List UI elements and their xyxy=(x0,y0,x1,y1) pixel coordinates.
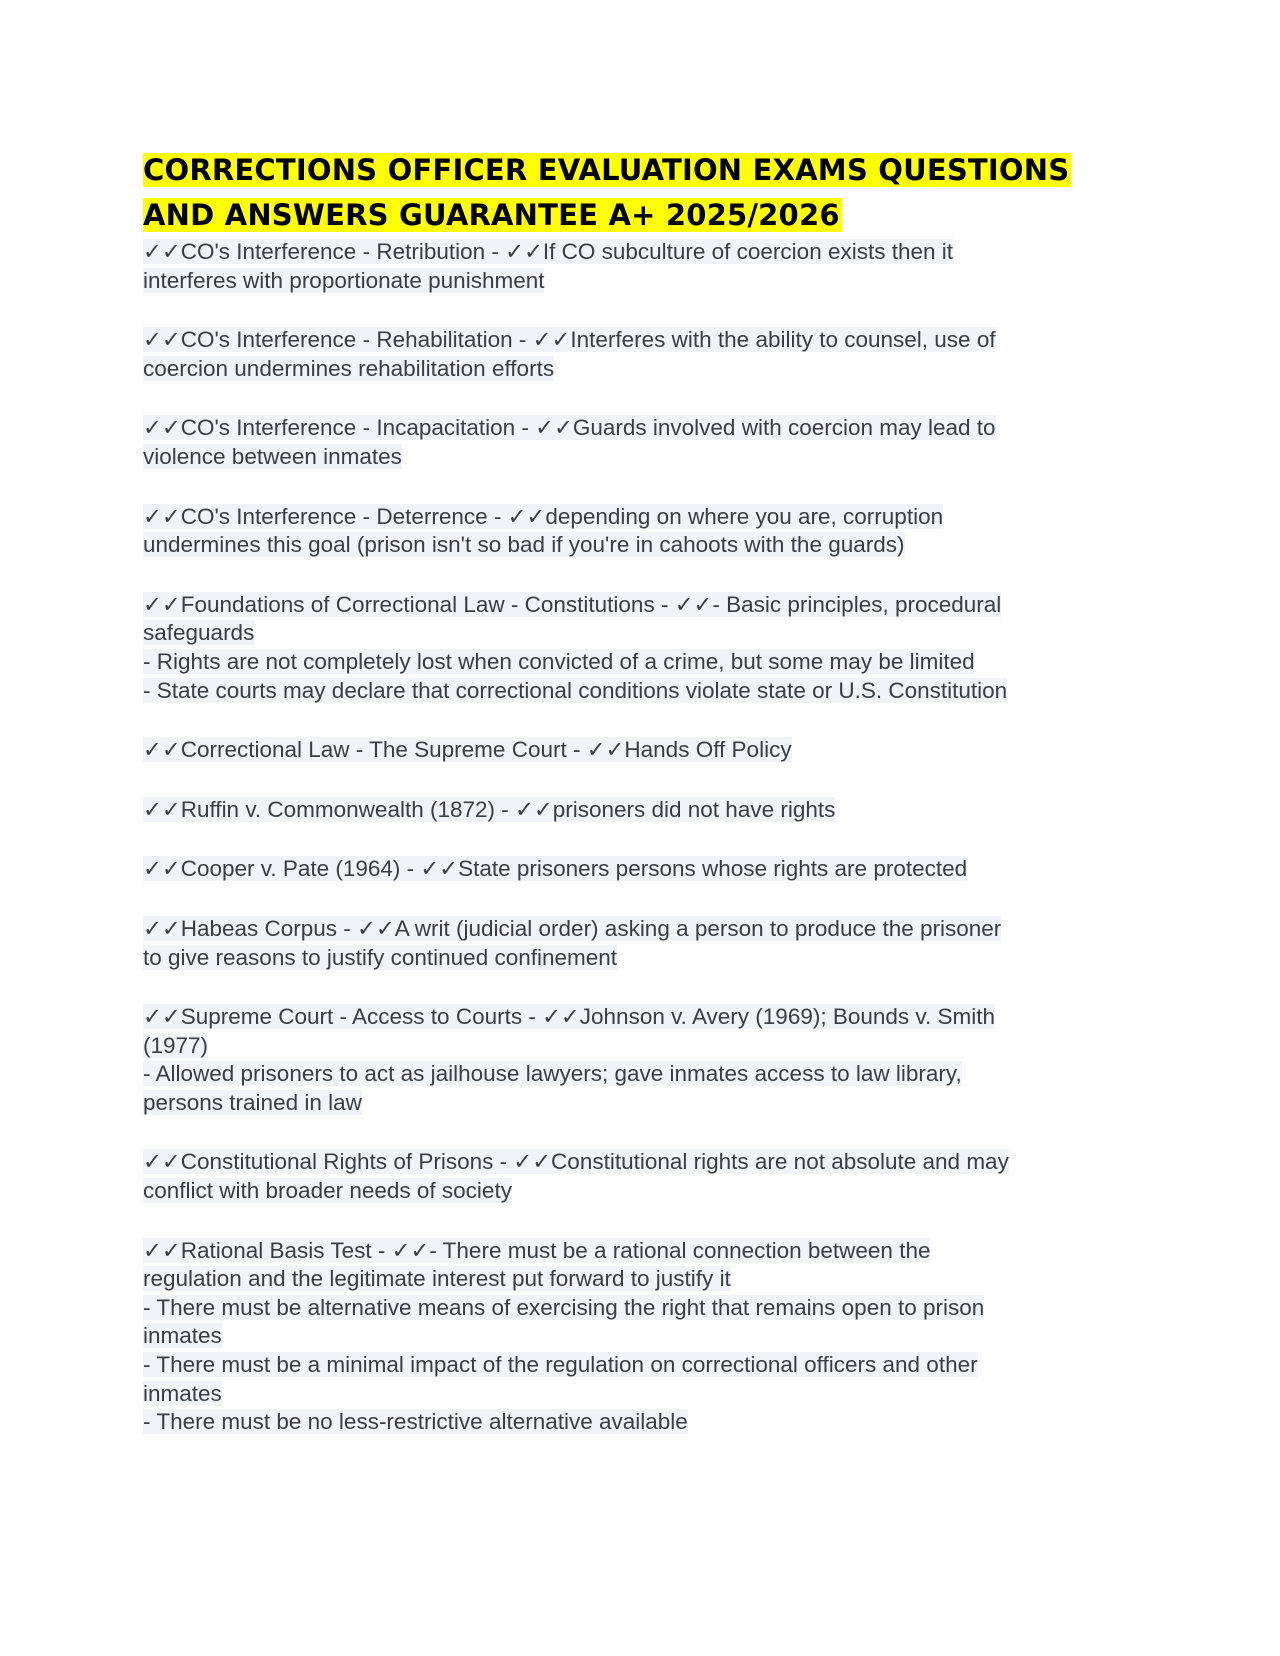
qa-line-text: ✓✓Habeas Corpus - ✓✓A writ (judicial order) asking a person to produce the prisoner xyxy=(143,915,1002,941)
qa-item xyxy=(143,796,1123,825)
qa-line xyxy=(143,326,1123,355)
qa-line xyxy=(143,1032,1123,1061)
qa-item xyxy=(143,855,1123,884)
qa-line xyxy=(143,414,1123,443)
qa-line-text: ✓✓Cooper v. Pate (1964) - ✓✓State prisoners persons whose rights are protected xyxy=(143,856,968,882)
qa-item xyxy=(143,414,1123,471)
title-line: CORRECTIONS OFFICER EVALUATION EXAMS QUESTIONS xyxy=(143,153,1070,187)
qa-line xyxy=(143,443,1123,472)
qa-line-text: ✓✓Ruffin v. Commonwealth (1872) - ✓✓prisoners did not have rights xyxy=(143,796,836,822)
qa-line xyxy=(143,1380,1123,1409)
qa-line xyxy=(143,1148,1123,1177)
qa-line-text: regulation and the legitimate interest put forward to justify it xyxy=(143,1266,731,1292)
qa-item xyxy=(143,1003,1123,1117)
qa-line-text: inmates xyxy=(143,1323,222,1349)
qa-item xyxy=(143,326,1123,383)
qa-line xyxy=(143,531,1123,560)
qa-line xyxy=(143,1408,1123,1437)
qa-line xyxy=(143,1351,1123,1380)
qa-item xyxy=(143,591,1123,705)
qa-line-text: inmates xyxy=(143,1380,222,1406)
qa-item xyxy=(143,736,1123,765)
qa-line xyxy=(143,677,1123,706)
qa-line-text: ✓✓CO's Interference - Retribution - ✓✓If CO subculture of coercion exists then it xyxy=(143,239,954,264)
qa-line xyxy=(143,238,1123,267)
qa-line xyxy=(143,355,1123,384)
qa-line-text: ✓✓CO's Interference - Deterrence - ✓✓depending on where you are, corruption xyxy=(143,503,944,529)
qa-line-text: coercion undermines rehabilitation efforts xyxy=(143,355,555,381)
qa-line xyxy=(143,796,1123,825)
qa-item xyxy=(143,238,1123,295)
qa-line-text: (1977) xyxy=(143,1032,209,1058)
qa-line-text: ✓✓Rational Basis Test - ✓✓- There must be a rational connection between the xyxy=(143,1237,931,1263)
qa-line xyxy=(143,267,1123,296)
qa-line xyxy=(143,648,1123,677)
qa-line-text: ✓✓Supreme Court - Access to Courts - ✓✓Johnson v. Avery (1969); Bounds v. Smith xyxy=(143,1004,996,1030)
qa-line xyxy=(143,915,1123,944)
qa-line-text: ✓✓CO's Interference - Incapacitation - ✓✓Guards involved with coercion may lead to xyxy=(143,415,996,441)
title-line: AND ANSWERS GUARANTEE A+ 2025/2026 xyxy=(143,198,840,232)
qa-line xyxy=(143,1177,1123,1206)
qa-line xyxy=(143,1060,1123,1089)
qa-line xyxy=(143,1265,1123,1294)
qa-line xyxy=(143,591,1123,620)
qa-line-text: safeguards xyxy=(143,620,255,646)
qa-line xyxy=(143,619,1123,648)
document-page xyxy=(143,148,1123,1468)
qa-line-text: undermines this goal (prison isn't so bad if you're in cahoots with the guards) xyxy=(143,532,905,558)
qa-item xyxy=(143,915,1123,972)
qa-line xyxy=(143,855,1123,884)
qa-line-text: violence between inmates xyxy=(143,443,402,469)
qa-line-text: - There must be alternative means of exercising the right that remains open to prison xyxy=(143,1294,985,1320)
qa-line xyxy=(143,503,1123,532)
qa-line xyxy=(143,1322,1123,1351)
qa-line-text: - There must be a minimal impact of the regulation on correctional officers and other xyxy=(143,1352,978,1378)
qa-line-text: ✓✓CO's Interference - Rehabilitation - ✓✓Interferes with the ability to counsel, use of xyxy=(143,327,996,353)
qa-item xyxy=(143,503,1123,560)
qa-line-text: persons trained in law xyxy=(143,1089,362,1115)
qa-line-text: - Rights are not completely lost when convicted of a crime, but some may be limited xyxy=(143,648,975,674)
document-title xyxy=(143,148,1123,238)
qa-line-text: ✓✓Correctional Law - The Supreme Court - ✓✓Hands Off Policy xyxy=(143,737,792,763)
qa-line xyxy=(143,1003,1123,1032)
qa-line-text: - Allowed prisoners to act as jailhouse lawyers; gave inmates access to law library, xyxy=(143,1061,962,1087)
qa-line-text: - State courts may declare that correctional conditions violate state or U.S. Constitution xyxy=(143,677,1008,703)
qa-line xyxy=(143,1294,1123,1323)
qa-list xyxy=(143,238,1123,1437)
qa-line-text: to give reasons to justify continued confinement xyxy=(143,944,618,970)
qa-line xyxy=(143,1237,1123,1266)
qa-line-text: ✓✓Foundations of Correctional Law - Constitutions - ✓✓- Basic principles, procedural xyxy=(143,591,1002,617)
qa-line-text: ✓✓Constitutional Rights of Prisons - ✓✓Constitutional rights are not absolute and may xyxy=(143,1149,1009,1175)
qa-line xyxy=(143,1089,1123,1118)
qa-line-text: interferes with proportionate punishment xyxy=(143,267,545,293)
qa-line xyxy=(143,944,1123,973)
qa-item xyxy=(143,1237,1123,1437)
qa-item xyxy=(143,1148,1123,1205)
qa-line xyxy=(143,736,1123,765)
qa-line-text: conflict with broader needs of society xyxy=(143,1178,512,1204)
qa-line-text: - There must be no less-restrictive alternative available xyxy=(143,1409,688,1435)
